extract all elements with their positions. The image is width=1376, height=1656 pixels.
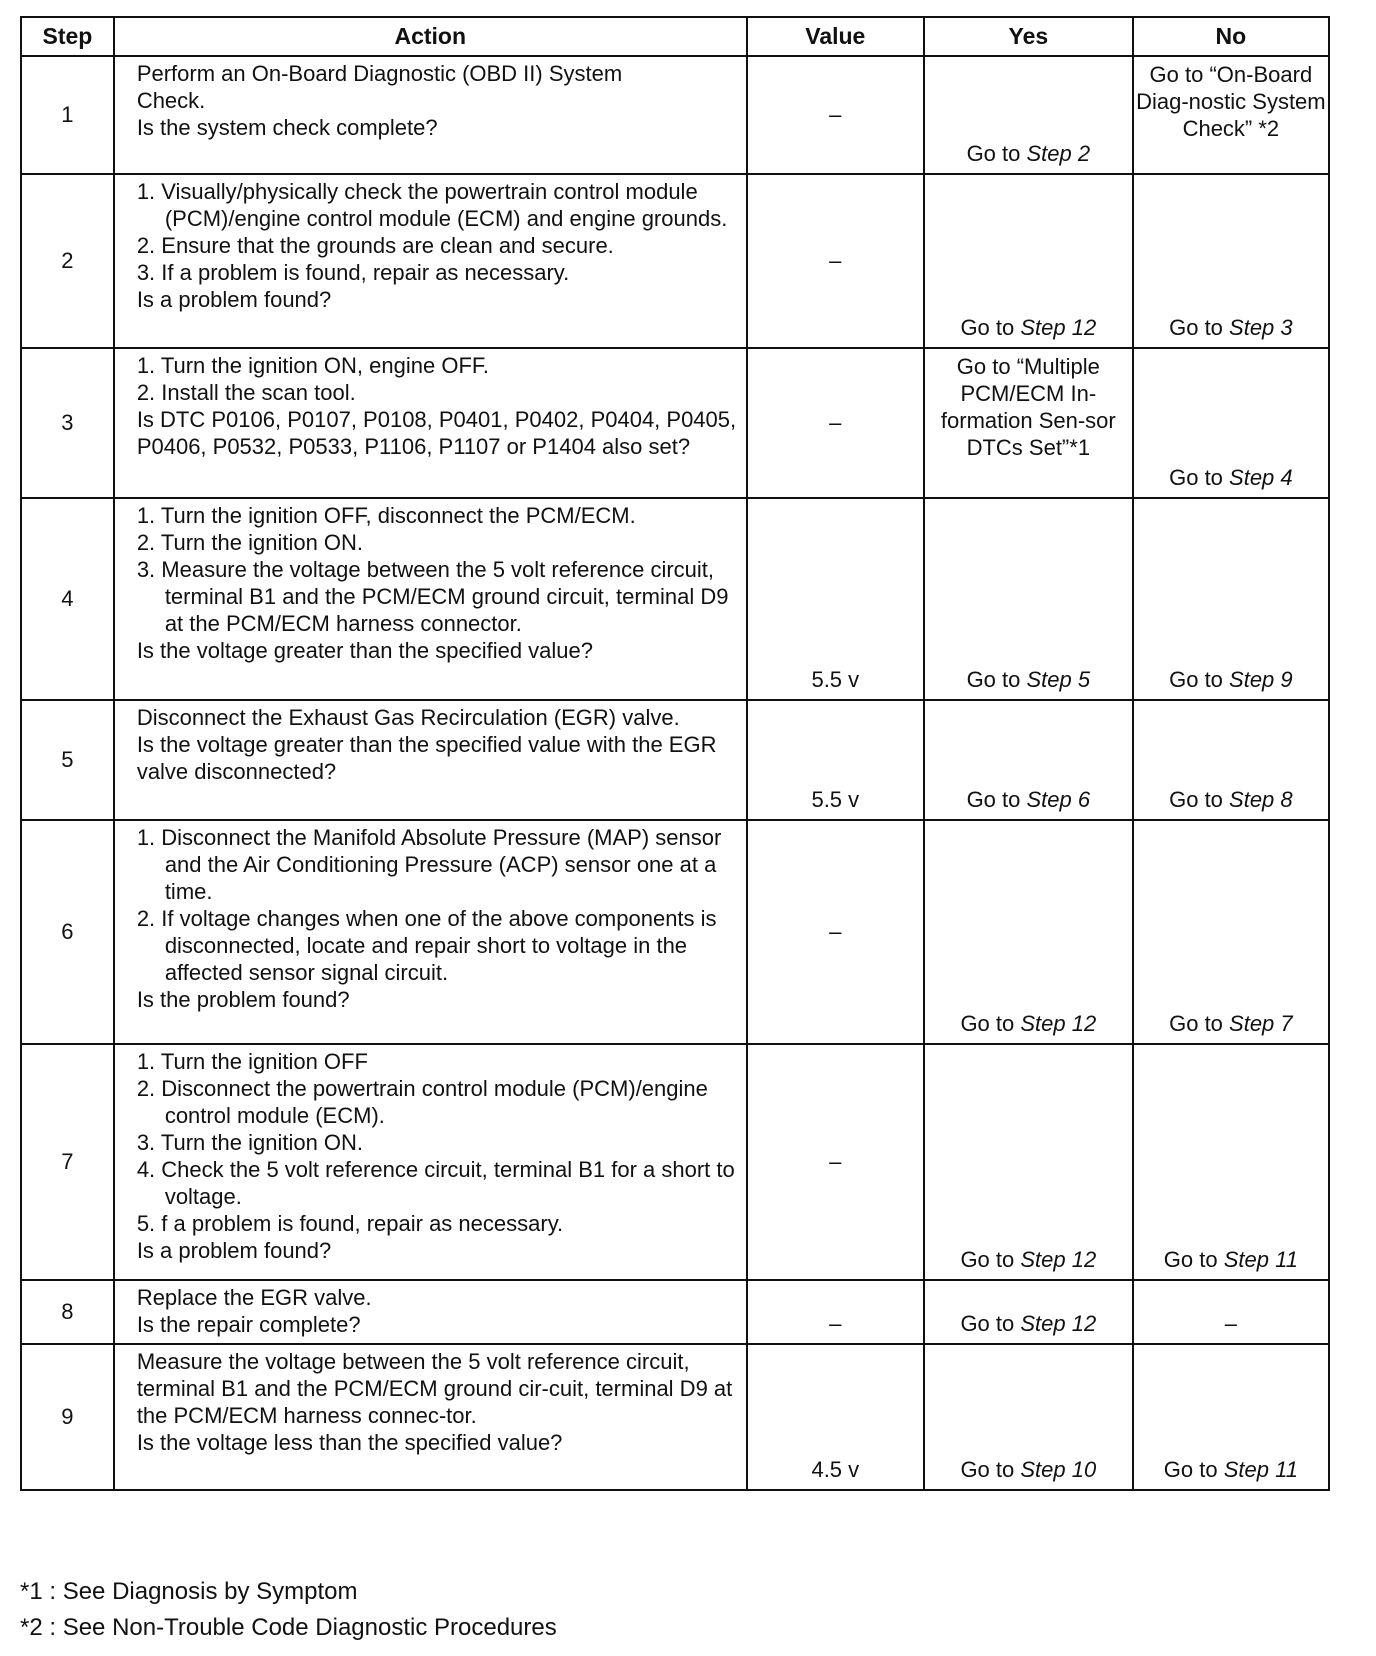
no-prefix: Go to — [1169, 1011, 1230, 1036]
step-number: 8 — [21, 1280, 114, 1344]
yes-text: Go to “Multiple PCM/ECM In-formation Sen-sor DTCs Set”*1 — [940, 354, 1116, 460]
action-text: Is the system check complete? — [136, 115, 438, 140]
action-cell — [114, 820, 747, 1044]
action-step-item: 1. Turn the ignition ON, engine OFF. — [136, 353, 489, 378]
action-step-item: 4. Check the 5 volt reference circuit, terminal B1 for a short to voltage. — [136, 1157, 735, 1209]
value-text: – — [829, 1311, 842, 1336]
step-number: 2 — [21, 174, 114, 348]
yes-cell — [924, 1044, 1133, 1280]
action-cell — [114, 56, 747, 174]
no-cell — [1133, 348, 1329, 498]
header-step: Step — [21, 17, 114, 56]
no-result — [1134, 315, 1328, 341]
yes-cell — [924, 174, 1133, 348]
action-step-item: 2. If voltage changes when one of the above components is disconnected, locate and repair short to voltage in the affected sensor signal circuit. — [136, 906, 717, 985]
value-cell — [747, 174, 924, 348]
yes-result — [925, 141, 1132, 167]
step-number: 1 — [21, 56, 114, 174]
action-step-item: 3. Measure the voltage between the 5 volt reference circuit, terminal B1 and the PCM/ECM ground circuit, terminal D9 at the PCM/ECM harness connector. — [136, 557, 729, 636]
action-text: Is a problem found? — [136, 287, 332, 312]
action-text: Perform an On-Board Diagnostic (OBD II) System — [136, 61, 623, 86]
yes-prefix: Go to — [966, 141, 1027, 166]
yes-result — [925, 1457, 1132, 1483]
yes-result — [925, 1311, 1132, 1337]
no-prefix: Go to — [1163, 1247, 1224, 1272]
table-row — [21, 1044, 1329, 1280]
action-cell — [114, 1344, 747, 1490]
value-cell — [747, 1344, 924, 1490]
no-result — [1134, 1247, 1328, 1273]
value-text: – — [829, 248, 842, 273]
table-row — [21, 174, 1329, 348]
no-cell — [1133, 1344, 1329, 1490]
yes-cell — [924, 1280, 1133, 1344]
action-cell — [114, 174, 747, 348]
action-cell — [114, 348, 747, 498]
no-step-link[interactable]: Step 9 — [1229, 667, 1293, 692]
table-row — [21, 1344, 1329, 1490]
action-step-item: 2. Ensure that the grounds are clean and secure. — [136, 233, 614, 258]
yes-cell — [924, 820, 1133, 1044]
yes-step-link[interactable]: Step 12 — [1020, 315, 1097, 340]
table-row — [21, 56, 1329, 174]
value-cell — [747, 498, 924, 700]
action-text: Is a problem found? — [136, 1238, 332, 1263]
yes-prefix: Go to — [966, 667, 1027, 692]
diagnostic-table — [20, 16, 1330, 1491]
value-cell — [747, 700, 924, 820]
value-text: – — [829, 410, 842, 435]
action-step-item: 1. Disconnect the Manifold Absolute Pressure (MAP) sensor and the Air Conditioning Pressure (ACP) sensor one at a time. — [136, 825, 722, 904]
no-step-link[interactable]: Step 8 — [1229, 787, 1293, 812]
action-step-item: 3. Turn the ignition ON. — [136, 1130, 364, 1155]
step-number: 7 — [21, 1044, 114, 1280]
no-step-link[interactable]: Step 11 — [1223, 1457, 1298, 1482]
value-cell — [747, 1280, 924, 1344]
value-text: – — [829, 1149, 842, 1174]
action-text: Is the problem found? — [136, 987, 350, 1012]
yes-result — [925, 1247, 1132, 1273]
yes-step-link[interactable]: Step 12 — [1020, 1311, 1097, 1336]
yes-prefix: Go to — [960, 1011, 1021, 1036]
yes-step-link[interactable]: Step 2 — [1026, 141, 1091, 166]
yes-cell — [924, 1344, 1133, 1490]
footnote-1: *1 : See Diagnosis by Symptom — [20, 1578, 358, 1605]
value-text: 4.5 v — [811, 1457, 860, 1482]
action-step-item: 5. f a problem is found, repair as necessary. — [136, 1211, 564, 1236]
yes-result — [925, 1011, 1132, 1037]
header-no: No — [1133, 17, 1329, 56]
action-cell — [114, 700, 747, 820]
yes-step-link[interactable]: Step 12 — [1020, 1247, 1097, 1272]
yes-prefix: Go to — [960, 1247, 1021, 1272]
header-yes: Yes — [924, 17, 1133, 56]
action-text: Disconnect the Exhaust Gas Recirculation (EGR) valve. — [136, 705, 680, 730]
action-step-item: 1. Visually/physically check the powertrain control module (PCM)/engine control module (ECM) and engine grounds. — [136, 179, 728, 231]
yes-step-link[interactable]: Step 12 — [1020, 1011, 1097, 1036]
yes-result — [925, 353, 1132, 461]
table-row — [21, 1280, 1329, 1344]
action-text: Check. — [136, 88, 206, 113]
action-step-item: 1. Turn the ignition OFF, disconnect the PCM/ECM. — [136, 503, 636, 528]
no-result — [1134, 787, 1328, 813]
header-action: Action — [114, 17, 747, 56]
header-value: Value — [747, 17, 924, 56]
value-text: 5.5 v — [811, 667, 860, 692]
action-text: Is the repair complete? — [136, 1312, 361, 1337]
step-number: 3 — [21, 348, 114, 498]
value-text: – — [829, 102, 842, 127]
yes-result — [925, 667, 1132, 693]
no-prefix: Go to — [1169, 465, 1230, 490]
footnotes — [20, 1574, 557, 1646]
yes-step-link[interactable]: Step 10 — [1020, 1457, 1097, 1482]
action-step-item: 2. Install the scan tool. — [136, 380, 356, 405]
table-header-row — [21, 17, 1329, 56]
no-prefix: Go to — [1169, 787, 1230, 812]
no-result — [1134, 1457, 1328, 1483]
action-step-item: 1. Turn the ignition OFF — [136, 1049, 368, 1074]
value-text: – — [829, 919, 842, 944]
no-cell — [1133, 700, 1329, 820]
action-text: Is the voltage less than the specified value? — [136, 1430, 563, 1455]
no-step-link[interactable]: Step 4 — [1229, 465, 1293, 490]
no-step-link[interactable]: Step 11 — [1223, 1247, 1298, 1272]
table-row — [21, 348, 1329, 498]
action-text: Replace the EGR valve. — [136, 1285, 372, 1310]
no-prefix: Go to — [1163, 1457, 1224, 1482]
yes-cell — [924, 700, 1133, 820]
step-number: 6 — [21, 820, 114, 1044]
action-text: Is the voltage greater than the specified value? — [136, 638, 594, 663]
yes-cell — [924, 348, 1133, 498]
step-number: 5 — [21, 700, 114, 820]
action-cell — [114, 1044, 747, 1280]
action-cell — [114, 498, 747, 700]
action-text: Is DTC P0106, P0107, P0108, P0401, P0402, P0404, P0405, P0406, P0532, P0533, P1106, P1107 or P1404 also set? — [136, 407, 737, 459]
yes-result — [925, 315, 1132, 341]
no-result — [1134, 1011, 1328, 1037]
no-cell — [1133, 1280, 1329, 1344]
yes-step-link[interactable]: Step 5 — [1026, 667, 1091, 692]
no-result — [1134, 465, 1328, 491]
yes-prefix: Go to — [960, 315, 1021, 340]
no-text: – — [1224, 1311, 1237, 1336]
yes-result — [925, 787, 1132, 813]
table-row — [21, 498, 1329, 700]
action-text: Measure the voltage between the 5 volt reference circuit, terminal B1 and the PCM/ECM ground cir-cuit, terminal D9 at the PCM/ECM harness connec-tor. — [136, 1349, 733, 1428]
no-cell — [1133, 56, 1329, 174]
no-cell — [1133, 174, 1329, 348]
no-prefix: Go to — [1169, 667, 1230, 692]
action-text: Is the voltage greater than the specified value with the EGR valve disconnected? — [136, 732, 717, 784]
value-cell — [747, 1044, 924, 1280]
footnote-2: *2 : See Non-Trouble Code Diagnostic Procedures — [20, 1614, 557, 1641]
no-prefix: Go to — [1169, 315, 1230, 340]
value-cell — [747, 820, 924, 1044]
no-result — [1134, 61, 1328, 142]
action-cell — [114, 1280, 747, 1344]
table-row — [21, 820, 1329, 1044]
no-cell — [1133, 498, 1329, 700]
table-row — [21, 700, 1329, 820]
yes-cell — [924, 498, 1133, 700]
yes-step-link[interactable]: Step 6 — [1026, 787, 1091, 812]
step-number: 9 — [21, 1344, 114, 1490]
value-cell — [747, 348, 924, 498]
no-text: Go to “On-Board Diag-nostic System Check” *2 — [1136, 62, 1326, 141]
action-step-item: 2. Disconnect the powertrain control module (PCM)/engine control module (ECM). — [136, 1076, 708, 1128]
value-cell — [747, 56, 924, 174]
action-step-item: 2. Turn the ignition ON. — [136, 530, 364, 555]
action-step-item: 3. If a problem is found, repair as necessary. — [136, 260, 570, 285]
no-result — [1134, 1311, 1328, 1337]
yes-prefix: Go to — [960, 1311, 1021, 1336]
no-cell — [1133, 820, 1329, 1044]
yes-cell — [924, 56, 1133, 174]
no-cell — [1133, 1044, 1329, 1280]
value-text: 5.5 v — [811, 787, 860, 812]
step-number: 4 — [21, 498, 114, 700]
no-step-link[interactable]: Step 3 — [1229, 315, 1293, 340]
no-result — [1134, 667, 1328, 693]
yes-prefix: Go to — [966, 787, 1027, 812]
yes-prefix: Go to — [960, 1457, 1021, 1482]
no-step-link[interactable]: Step 7 — [1229, 1011, 1293, 1036]
